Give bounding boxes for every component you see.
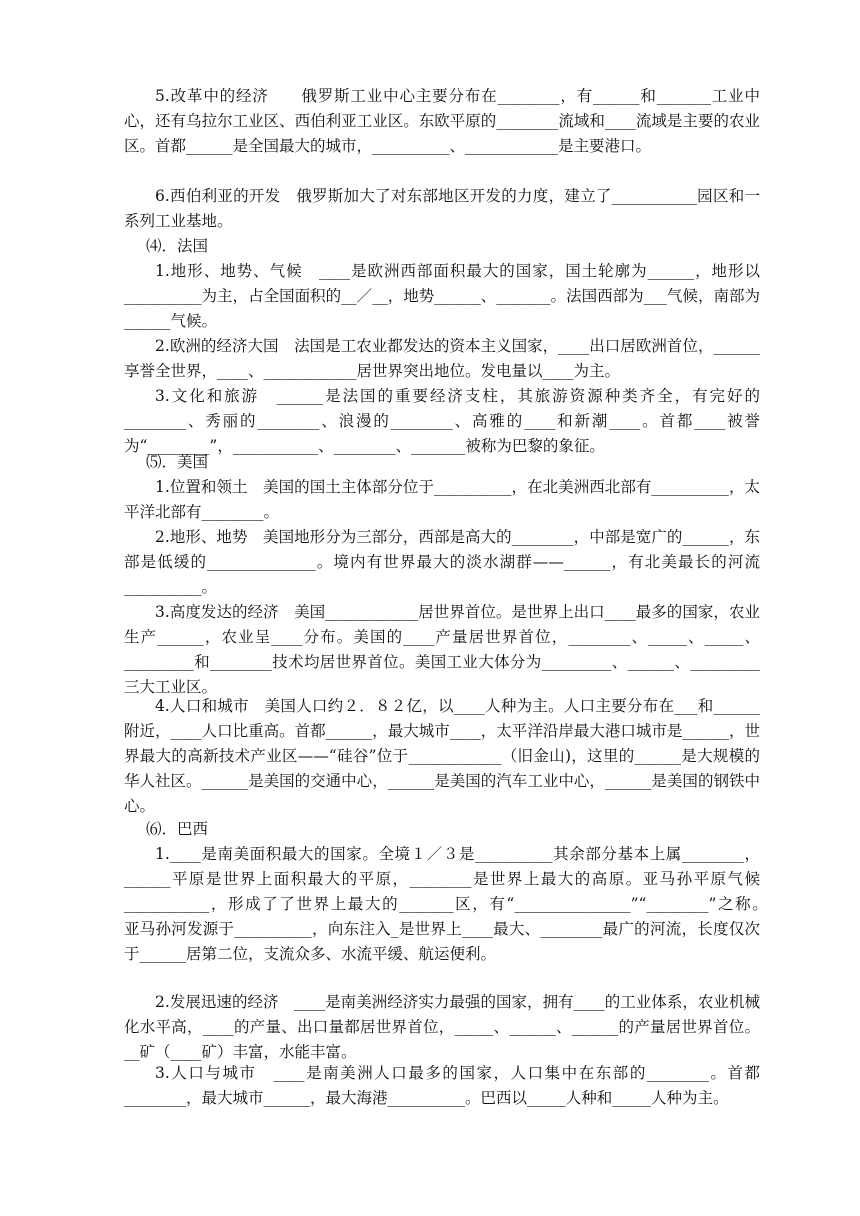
usa-economy-paragraph: 3.高度发达的经济 美国____________居世界首位。是世界上出口____最多的国家，农业生产______，农业呈____分布。美国的____产量居世界首位，________、_____、_____、_________和________技术均居世界首位。美国工业大体分为_________、______、_________三大工业区。 bbox=[124, 603, 760, 696]
usa-terrain-paragraph: 2.地形、地势 美国地形分为三部分，西部是高大的________，中部是宽广的______，东部是低缓的______________。境内有世界最大的淡水湖群——______，有北美最长的河流__________。 bbox=[124, 528, 760, 596]
usa-location-paragraph: 1.位置和领土 美国的国土主体部分位于__________，在北美洲西北部有__________，太平洋北部有________。 bbox=[124, 478, 760, 521]
russia-economy-paragraph: 5.改革中的经济 俄罗斯工业中心主要分布在________，有______和_______工业中心，还有乌拉尔工业区、西伯利亚工业区。东欧平原的________流域和____流域是主要的农业区。首都______是全国最大的城市，__________、____________是主要港口。 bbox=[124, 87, 760, 155]
brazil-economy-paragraph: 2.发展迅速的经济 ____是南美洲经济实力最强的国家，拥有____的工业体系，农业机械化水平高，____的产量、出口量都居世界首位，_____、______、______的产量居世界首位。__矿（____矿）丰富，水能丰富。 bbox=[124, 993, 760, 1061]
usa-population-paragraph: 4.人口和城市 美国人口约２．８２亿，以____人种为主。人口主要分布在___和______附近，____人口比重高。首都______，最大城市____，太平洋沿岸最大港口城市是______，世界最大的高新技术产业区——“硅谷”位于____________（旧金山)，这里的______是大规模的华人社区。______是美国的交通中心，______是美国的汽车工业中心，______是美国的钢铁中心。 bbox=[124, 697, 760, 815]
section-heading-brazil: ⑹．巴西 bbox=[146, 820, 209, 838]
brazil-population-paragraph: 3.人口与城市 ____是南美洲人口最多的国家，人口集中在东部的________。首都________，最大城市______，最大海港__________。巴西以_____人种和_____人种为主。 bbox=[124, 1064, 760, 1107]
section-heading-france: ⑷．法国 bbox=[146, 237, 209, 255]
brazil-geography-paragraph: 1.____是南美面积最大的国家。全境１／３是__________其余部分基本上属________，______平原是世界上面积最大的平原，________是世界上最大的高原。亚马孙平原气候___________，形成了了世界上最大的_______区，有“_______________”“________”之称。 亚马孙河发源于__________，向东注入_是世界上____最大、________最广的河流，长度仅次于______居第二位，支流众多、水流平缓、航运便利。 bbox=[124, 845, 776, 963]
france-terrain-paragraph: 1.地形、地势、气候 ____是欧洲西部面积最大的国家，国土轮廓为______，地形以__________为主，占全国面积的__／__，地势______、_______。法国西部为___气候，南部为______气候。 bbox=[124, 262, 760, 330]
siberia-development-paragraph: 6.西伯利亚的开发 俄罗斯加大了对东部地区开发的力度，建立了___________园区和一系列工业基地。 bbox=[124, 187, 760, 230]
france-economy-paragraph: 2.欧洲的经济大国 法国是工农业都发达的资本主义国家，____出口居欧洲首位，______享誉全世界，____、____________居世界突出地位。发电量以____为主。 bbox=[124, 337, 760, 380]
france-tourism-paragraph: 3.文化和旅游 ______是法国的重要经济支柱，其旅游资源种类齐全，有完好的________、秀丽的________、浪漫的________、高雅的____和新潮____。首都____被誉为“________”，___________、________、_______被称为巴黎的象征。 bbox=[124, 387, 760, 455]
section-heading-usa: ⑸．美国 bbox=[146, 453, 209, 471]
